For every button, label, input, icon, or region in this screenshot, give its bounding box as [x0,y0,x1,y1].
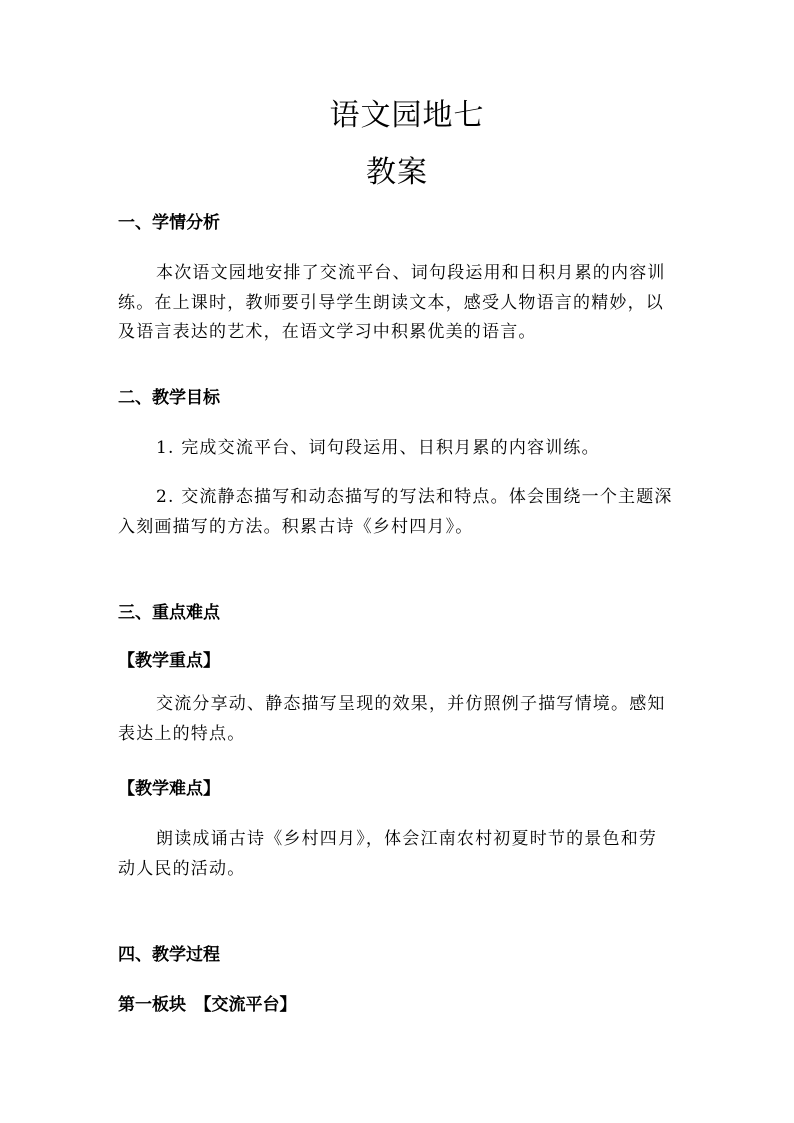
document-title: 语文园地七 [329,98,485,133]
process-block-1-label: 第一板块 【交流平台】 [118,995,297,1015]
section-heading-key-points: 三、重点难点 [118,603,220,623]
difficulty-paragraph [118,825,678,884]
paragraph-line: 及语言表达的艺术，在语文学习中积累优美的语言。 [118,322,537,342]
paragraph-line: 练。在上课时，教师要引导学生朗读文本，感受人物语言的精妙，以 [118,292,664,313]
key-point-paragraph [118,690,678,749]
section-paragraph-analysis [118,259,678,348]
paragraph-line: 1. 完成交流平台、词句段运用、日积月累的内容训练。 [156,438,600,458]
paragraph-line: 2. 交流静态描写和动态描写的写法和特点。体会围绕一个主题深 [156,487,673,507]
section-heading-process: 四、教学过程 [118,945,220,965]
key-point-label: 【教学重点】 [118,651,220,671]
paragraph-line: 动人民的活动。 [118,858,246,879]
paragraph-line: 表达上的特点。 [118,723,246,744]
paragraph-line: 入刻画描写的方法。积累古诗《乡村四月》。 [118,516,474,537]
document-subtitle: 教案 [366,155,428,190]
paragraph-line: 朗读成诵古诗《乡村四月》，体会江南农村初夏时节的景色和劳 [156,829,658,849]
paragraph-line: 交流分享动、静态描写呈现的效果，并仿照例子描写情境。感知 [156,694,666,714]
goal-item-2 [118,483,678,542]
goal-item-1 [118,434,678,464]
section-heading-goals: 二、教学目标 [118,388,220,408]
paragraph-line: 本次语文园地安排了交流平台、词句段运用和日积月累的内容训 [156,263,666,283]
difficulty-label: 【教学难点】 [118,779,220,799]
section-heading-analysis: 一、学情分析 [118,213,220,233]
